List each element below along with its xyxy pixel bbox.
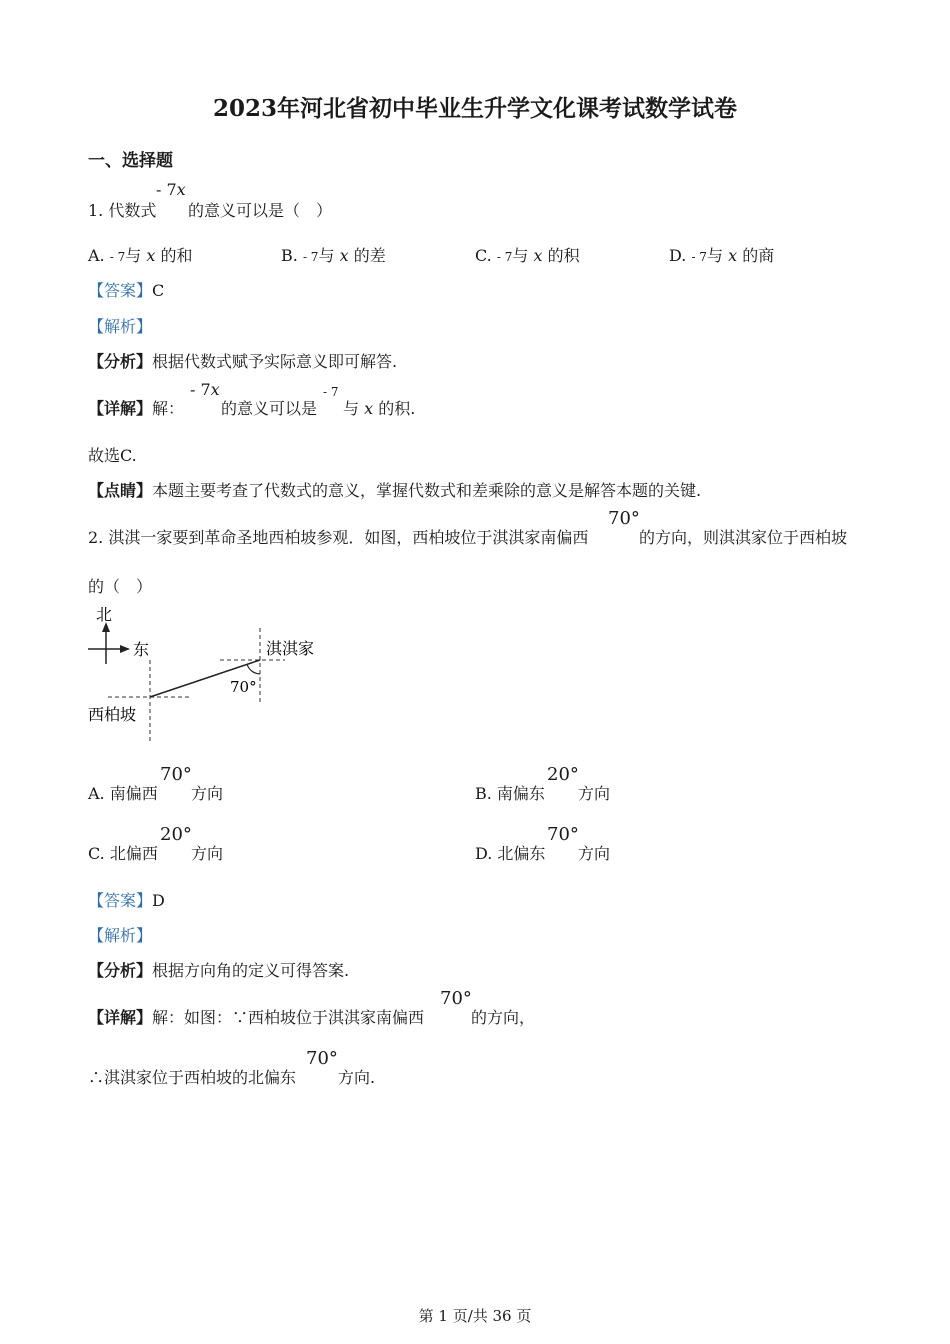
q2-option-a-post: 方向 [191, 784, 224, 803]
q2-stem-line1: 2. 淇淇一家要到革命圣地西柏坡参观．如图，西柏坡位于淇淇家南偏西 [88, 528, 589, 547]
q1-answer: 【答案】C [88, 281, 165, 300]
q1-detail-neg: - 7 [323, 385, 339, 399]
q1-stem [88, 198, 156, 221]
q2-option-c-deg: 20° [160, 824, 192, 845]
direction-diagram [80, 600, 340, 745]
q2-option-d-post: 方向 [578, 844, 611, 863]
q1-analysis-tag: 【解析】 [88, 317, 153, 336]
q2-detail-deg: 70° [440, 988, 472, 1009]
q1-detail-mid: 的意义可以是 [221, 399, 318, 418]
q2-therefore-deg: 70° [306, 1048, 338, 1069]
east-arrow-icon [120, 645, 130, 653]
q2-answer: 【答案】D [88, 891, 165, 910]
q1-detail: 【详解】解： [88, 399, 185, 418]
page-title: 2023年河北省初中毕业生升学文化课考试数学试卷 [212, 95, 737, 122]
label-xibaipo: 西柏坡 [88, 705, 137, 724]
q2-option-b[interactable]: B. 南偏东 [475, 784, 545, 803]
label-angle: 70° [230, 678, 257, 696]
q2-option-d[interactable]: D. 北偏东 [475, 844, 546, 863]
q1-detail-tail: 与 x 的积. [343, 399, 416, 418]
q2-detail-post: 的方向， [471, 1008, 536, 1027]
q2-option-c-post: 方向 [191, 844, 224, 863]
label-home: 淇淇家 [266, 639, 315, 658]
q1-choose: 故选C. [88, 446, 137, 465]
q2-stem-degree: 70° [608, 508, 640, 529]
q2-analysis-tag: 【解析】 [88, 926, 153, 945]
section-heading: 一、选择题 [88, 151, 173, 171]
label-north: 北 [96, 605, 113, 624]
q1-tail: 的意义可以是（ ） [188, 201, 333, 220]
page-footer: 第 1 页/共 36 页 [418, 1307, 532, 1325]
q2-detail: 【详解】解：如图：∵西柏坡位于淇淇家南偏西 [88, 1008, 425, 1027]
q2-option-d-deg: 70° [547, 824, 579, 845]
q2-option-b-post: 方向 [578, 784, 611, 803]
q1-comment: 【点睛】本题主要考查了代数式的意义，掌握代数式和差乘除的意义是解答本题的关键. [88, 481, 702, 500]
q2-therefore-post: 方向. [338, 1068, 376, 1087]
q1-expr: - 7x [156, 180, 186, 199]
q1-detail-expr: - 7x [190, 380, 220, 399]
q1-option-b[interactable]: B. - 7与 x 的差 [281, 246, 386, 265]
q2-stem-line1-post: 的方向，则淇淇家位于西柏坡 [639, 528, 848, 547]
q1-fenxi: 【分析】根据代数式赋予实际意义即可解答. [88, 352, 398, 371]
q2-option-b-deg: 20° [547, 764, 579, 785]
q2-stem-line2: 的（ ） [88, 577, 153, 596]
angle-arc [247, 664, 260, 674]
q2-therefore: ∴淇淇家位于西柏坡的北偏东 [88, 1068, 297, 1087]
q1-option-a[interactable]: A. - 7与 x 的和 [88, 246, 193, 265]
q2-option-c[interactable]: C. 北偏西 [88, 844, 158, 863]
q2-fenxi: 【分析】根据方向角的定义可得答案. [88, 961, 350, 980]
q1-number: 1. 代数式 [88, 201, 157, 220]
q1-option-d[interactable]: D. - 7与 x 的商 [669, 246, 775, 265]
label-east: 东 [133, 640, 150, 659]
q2-option-a[interactable]: A. 南偏西 [88, 784, 158, 803]
q2-option-a-deg: 70° [160, 764, 192, 785]
q1-option-c[interactable]: C. - 7与 x 的积 [475, 246, 580, 265]
